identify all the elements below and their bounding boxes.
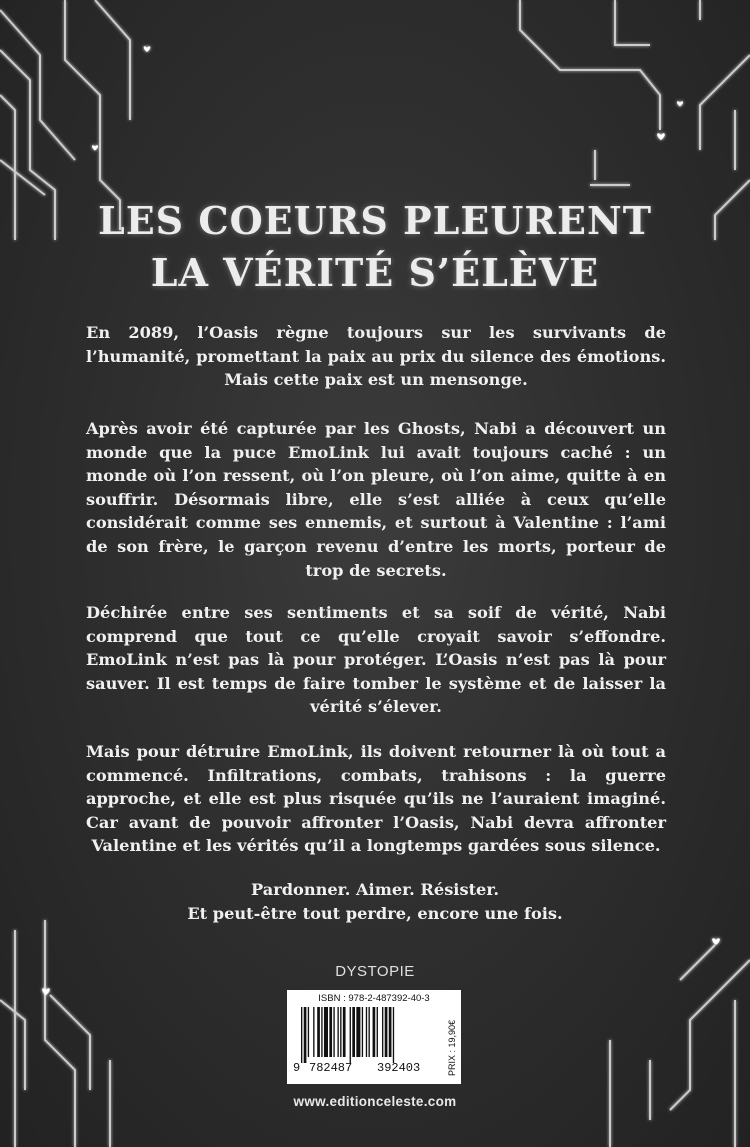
heart-icon [657,133,665,140]
closing-line-2: Et peut-être tout perdre, encore une fois. [187,904,563,923]
heart-icon [712,938,720,945]
genre-label: DYSTOPIE [335,963,415,980]
heart-icon [144,46,151,52]
blurb-paragraph-1: En 2089, l’Oasis règne toujours sur les survivants de l’humanité, promettant la paix au prix du silence des émotions. Mais cette paix est un mensonge. [86,323,666,390]
barcode-digits-right: 392403 [377,1061,421,1075]
isbn-text: ISBN : 978-2-487392-40-3 [318,993,430,1004]
blurb-paragraph-3: Déchirée entre ses sentiments et sa soif de vérité, Nabi comprend que tout ce qu’elle croyait savoir s’effondre. EmoLink n’est pas là pour protéger. L’Oasis n’est pas là pour sauver. Il est temps de faire tomber le système et de laisser la vérité s’élever. [86,603,666,717]
title-line-2: LA VÉRITÉ S’ÉLÈVE [150,250,600,295]
price-label: PRIX : 19,90€ [447,1019,457,1076]
blurb-paragraph-4: Mais pour détruire EmoLink, ils doivent retourner là où tout a commencé. Infiltrations, combats, trahisons : la guerre approche, et elle est plus risquée qu’ils ne l’auraient imaginé. Car avant de pouvoir affronter l’Oasis, Nabi devra affronter Valentine et les vérités qu’il a longtemps gardées sous silence. [86,742,666,856]
blurb-paragraph-2: Après avoir été capturée par les Ghosts, Nabi a découvert un monde que la puce EmoLink lui avait toujours caché : un monde où l’on ressent, où l’on pleure, où l’on aime, quitte à en souffrir. Désormais libre, elle s’est alliée à ceux qu’elle considérait comme ses ennemis, et surtout à Valentine : l’ami de son frère, le garçon revenu d’entre les morts, porteur de trop de secrets. [86,419,666,580]
publisher-website: www.editionceleste.com [293,1094,457,1109]
closing-line-1: Pardonner. Aimer. Résister. [250,880,500,899]
barcode-digit-first: 9 [293,1061,301,1075]
barcode-digits-left: 782487 [309,1061,353,1075]
barcode-block [287,990,461,1084]
barcode-bars [293,1007,443,1063]
heart-icon [92,145,98,150]
heart-icon [677,101,683,106]
title-line-1: LES COEURS PLEURENT [97,198,652,243]
